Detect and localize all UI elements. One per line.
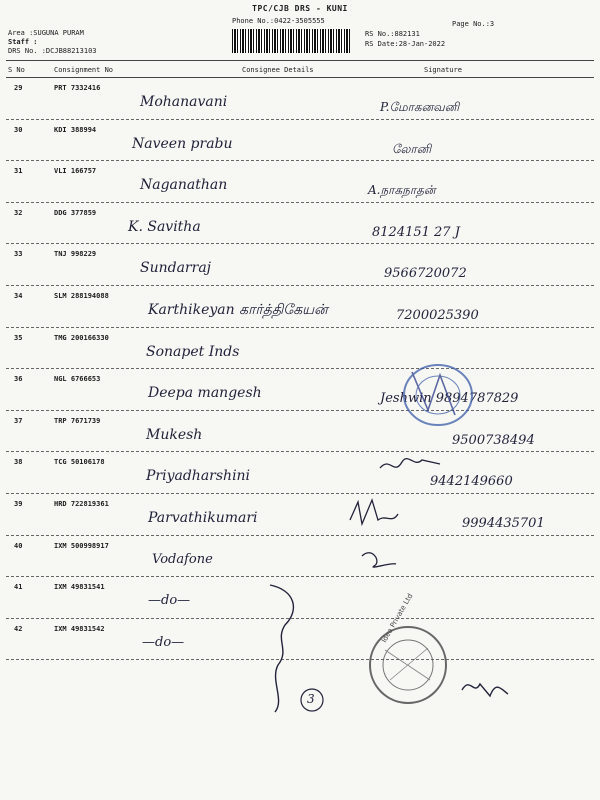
document-title: TPC/CJB DRS - KUNI xyxy=(252,4,348,13)
rs-number: RS No.:882131 xyxy=(365,30,420,38)
drs-number: DRS No. :DCJB88213103 xyxy=(8,47,97,55)
bracket-mark xyxy=(270,585,293,712)
row-consignee-name: Vodafone xyxy=(152,551,213,567)
row-consignee-name: —do— xyxy=(148,593,191,609)
signature-scribble-38 xyxy=(350,500,398,524)
column-consignment: Consignment No xyxy=(54,66,114,74)
row-consignment-number: VLI 166757 xyxy=(54,167,97,176)
row-serial-number: 37 xyxy=(14,416,23,425)
row-receiver-signature: 9566720072 xyxy=(384,266,467,282)
signature-scribble-42 xyxy=(462,684,508,696)
row-consignment-number: KDI 388994 xyxy=(54,125,97,134)
row-consignment-number: HRD 722819361 xyxy=(54,500,109,508)
row-receiver-signature: P.மோகனவனி xyxy=(380,100,460,114)
row-serial-number: 41 xyxy=(14,583,23,592)
row-serial-number: 39 xyxy=(14,500,23,508)
bracket-note: 3 xyxy=(307,692,315,706)
page-number: Page No.:3 xyxy=(452,20,495,28)
column-sno: S No xyxy=(8,66,25,74)
row-consignee-name: Priyadharshini xyxy=(146,468,251,485)
row-consignee-name: Sonapet Inds xyxy=(146,343,240,360)
row-serial-number: 33 xyxy=(14,250,23,259)
column-consignee-details: Consignee Details xyxy=(242,66,314,74)
row-consignee-name: Sundarraj xyxy=(140,260,212,277)
row-consignee-name: Naganathan xyxy=(140,177,228,194)
row-receiver-signature: Jeshwin 9894787829 xyxy=(380,391,519,407)
row-consignee-name: Naveen prabu xyxy=(132,135,233,152)
row-consignee-name: Karthikeyan கார்த்திகேயன் xyxy=(148,302,328,318)
row-consignment-number: NGL 6766653 xyxy=(54,375,101,384)
bracket-note-circle xyxy=(301,689,323,711)
signature-scribble-37 xyxy=(380,459,440,468)
row-consignment-number: IXM 49831542 xyxy=(54,624,105,633)
row-serial-number: 34 xyxy=(14,292,23,300)
phone-number: Phone No.:0422-3505555 xyxy=(232,17,325,25)
row-serial-number: 32 xyxy=(14,208,23,217)
row-consignment-number: PRT 7332416 xyxy=(54,84,101,92)
row-consignment-number: TCG 50106178 xyxy=(54,458,105,467)
row-consignment-number: TNJ 998229 xyxy=(54,250,97,259)
row-serial-number: 40 xyxy=(14,541,23,550)
row-consignment-number: IXM 500998917 xyxy=(54,541,109,550)
row-serial-number: 29 xyxy=(14,84,23,92)
row-receiver-signature: 9442149660 xyxy=(430,474,513,490)
stamp-text: Idea Private Ltd xyxy=(380,592,415,644)
row-receiver-signature: A.நாகநாதன் xyxy=(368,183,436,198)
row-serial-number: 31 xyxy=(14,167,23,176)
staff-label: Staff : xyxy=(8,38,38,46)
row-serial-number: 38 xyxy=(14,458,23,467)
row-serial-number: 42 xyxy=(14,624,23,633)
row-receiver-signature: 9994435701 xyxy=(462,516,545,531)
rs-date: RS Date:28-Jan-2022 xyxy=(365,40,446,48)
round-stamp xyxy=(370,627,446,703)
row-consignment-number: IXM 49831541 xyxy=(54,583,105,592)
row-receiver-signature: 7200025390 xyxy=(396,308,479,323)
row-consignee-name: Mohanavani xyxy=(140,94,228,110)
row-receiver-signature: லோனி xyxy=(392,141,432,156)
row-consignee-name: K. Savitha xyxy=(128,218,201,235)
row-consignee-name: Mukesh xyxy=(146,426,203,443)
row-consignment-number: TRP 7671739 xyxy=(54,416,101,425)
row-receiver-signature: 8124151 27 J xyxy=(372,224,460,240)
row-consignment-number: TMG 200166330 xyxy=(54,333,109,342)
stamp-row35 xyxy=(404,365,472,425)
signature-scribble-39 xyxy=(362,553,396,567)
row-serial-number: 35 xyxy=(14,333,23,342)
row-consignee-name: —do— xyxy=(142,634,185,650)
row-serial-number: 36 xyxy=(14,375,23,384)
row-consignee-name: Parvathikumari xyxy=(148,510,258,526)
row-serial-number: 30 xyxy=(14,125,23,134)
row-receiver-signature: 9500738494 xyxy=(452,432,535,448)
column-signature: Signature xyxy=(424,66,462,74)
row-consignment-number: DDG 377859 xyxy=(54,208,97,217)
row-consignment-number: SLM 288194088 xyxy=(54,292,109,300)
row-consignee-name: Deepa mangesh xyxy=(148,385,262,402)
area-label: Area :SUGUNA PURAM xyxy=(8,29,84,37)
